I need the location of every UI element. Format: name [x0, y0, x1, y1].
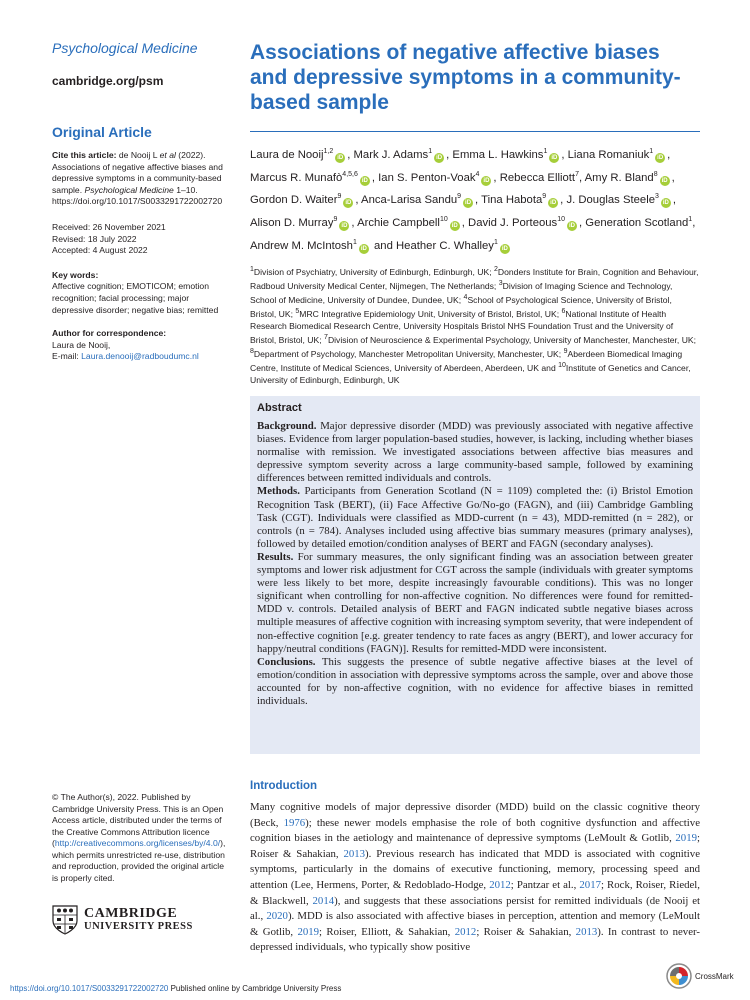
author — [500, 172, 582, 184]
dates-block — [52, 222, 232, 257]
author-affiliation-sup: 8 — [653, 170, 658, 178]
orcid-icon[interactable]: iD — [662, 200, 669, 207]
author — [378, 172, 496, 184]
logo-line-2: UNIVERSITY PRESS — [84, 921, 193, 932]
correspondence-block — [52, 328, 232, 363]
article-type: Original Article — [52, 124, 152, 140]
author-list — [250, 142, 700, 256]
author-name: Heather C. Whalley — [396, 239, 494, 252]
author — [468, 217, 582, 229]
author-name: Amy R. Bland — [584, 171, 654, 184]
author — [250, 217, 355, 229]
orcid-icon[interactable]: iD — [451, 223, 458, 230]
author-name: Generation Scotland — [585, 217, 689, 230]
author-name: Andrew M. McIntosh — [250, 239, 353, 252]
correspondence-label: Author for correspondence: — [52, 328, 167, 339]
author-affiliation-sup: 1 — [688, 216, 693, 224]
affiliation-number: 10 — [558, 361, 566, 369]
affiliation-number: 2 — [494, 265, 498, 273]
author-separator: , — [672, 194, 677, 207]
author — [396, 240, 512, 252]
correspondence-email-line — [52, 351, 232, 363]
orcid-icon[interactable]: iD — [360, 245, 367, 252]
license-text-a: © The Author(s), 2022. Published by Cambridge University Press. This is an Open Access article, distributed under the terms of the Creative Commons Attribution licence ( — [52, 792, 224, 848]
author-separator: , — [355, 194, 359, 207]
author-affiliation-sup: 1,2 — [323, 148, 334, 155]
author-affiliation-sup: 9 — [337, 193, 342, 201]
author-affiliation-sup: 4,5,6 — [342, 170, 358, 178]
intro-text-segment: ). Previous research has indicated that MDD is associated with cognitive symptoms, particularly in the domains of executive functioning, memory, processing speed and attention (Lee, Hermens, Porter, & Redoblado-Hodge, — [250, 847, 700, 891]
license-notice — [52, 792, 232, 884]
author — [585, 217, 695, 229]
author-separator: and — [370, 239, 393, 252]
affiliation-text: Aberdeen Biomedical Imaging Centre, Institute of Medical Sciences, University of Aberdeen, Aberdeen, UK and — [250, 348, 683, 373]
affiliation-number: 1 — [250, 265, 254, 273]
correspondence-email-link[interactable]: Laura.denooij@radboudumc.nl — [81, 351, 199, 362]
introduction-paragraph — [250, 800, 700, 956]
orcid-icon[interactable]: iD — [501, 245, 508, 252]
affiliation-number: 9 — [563, 347, 568, 355]
author — [250, 172, 375, 184]
author-separator: , — [351, 217, 355, 230]
affiliation-number: 3 — [498, 279, 503, 287]
keywords-block — [52, 270, 232, 316]
article-header — [250, 40, 700, 386]
author-affiliation-sup: 1 — [352, 239, 357, 247]
intro-text-segment: ; Rock, Roiser, Riedel, & Blackwell, — [250, 878, 701, 907]
author-name: Alison D. Murray — [250, 217, 334, 230]
affiliation-text: Department of Psychology, Manchester Metropolitan University, Manchester, UK; — [253, 348, 562, 359]
author — [585, 172, 675, 184]
introduction-heading: Introduction — [250, 780, 318, 792]
cambridge-logo — [52, 905, 193, 935]
cambridge-shield-icon — [52, 905, 78, 935]
author-separator: , — [493, 171, 497, 184]
reference-link[interactable]: 2013 — [575, 925, 598, 938]
author-affiliation-sup: 10 — [439, 216, 448, 224]
author-separator: , — [446, 148, 450, 161]
cite-journal: Psychological Medicine — [84, 184, 174, 195]
reference-link[interactable]: 1976 — [283, 816, 306, 829]
author-affiliation-sup: 4 — [475, 170, 480, 178]
crossmark-label: CrossMark — [695, 971, 734, 981]
affiliation-text: Division of Imaging Science and Technology, School of Medicine, University of Dundee, Dundee, UK; — [250, 280, 673, 305]
journal-name[interactable]: Psychological Medicine — [52, 40, 198, 56]
author-name: Tina Habota — [481, 194, 543, 207]
affiliation-text: Institute of Genetics and Cancer, University of Edinburgh, Edinburgh, UK — [250, 362, 691, 385]
license-url-link[interactable]: http://creativecommons.org/licenses/by/4.0/ — [54, 838, 221, 848]
intro-text-segment: Many cognitive models of major depressive disorder (MDD) build on the classic cognitive theory (Beck, — [250, 801, 700, 829]
orcid-icon[interactable]: iD — [436, 154, 443, 161]
author-name: Rebecca Elliott — [499, 171, 576, 184]
author — [361, 194, 478, 206]
results-text: For summary measures, the only significant finding was an association between greater symptoms and lower risk adjustment for CGT across the sample (individuals with greater symptoms were less likely to bet more, despite increasingly favourable conditions). This was no longer significant when controlling for non-affective cognition. No differences were found for remitted-MDD v. controls. Detailed analysis of BERT and FAGN indicated subtle negative biases across multiple measures of affective cognition with increasing symptom severity, that were independent of non-effective cognition [e.g. greater tendency to rate faces as angry (BERT), and lower accuracy for happy/neutral conditions (FAGN)]. Results for remitted-MDD were inconsistent. — [257, 550, 693, 655]
accepted-date: Accepted: 4 August 2022 — [52, 245, 148, 256]
author-affiliation-sup: 1 — [649, 148, 654, 155]
author-affiliation-sup: 9 — [333, 216, 338, 224]
orcid-icon[interactable]: iD — [550, 200, 557, 207]
author-name: J. Douglas Steele — [566, 194, 655, 207]
author — [357, 217, 465, 229]
sidebar — [52, 40, 232, 363]
author-name: Marcus R. Munafò — [250, 171, 343, 184]
received-date: Received: 26 November 2021 — [52, 221, 166, 232]
author-name: Gordon D. Waiter — [250, 194, 338, 207]
cite-year: (2022). — [178, 150, 206, 160]
author — [250, 194, 359, 206]
author-name: Liana Romaniuk — [567, 148, 650, 161]
article-title: Associations of negative affective biases and depressive symptoms in a community-based sample — [250, 41, 681, 114]
author-affiliation-sup: 9 — [542, 193, 547, 201]
cite-pages-doi[interactable]: 1–10. https://doi.org/10.1017/S0033291722002720 — [52, 184, 223, 207]
author — [568, 149, 671, 161]
affiliation-text: Division of Neuroscience & Experimental Psychology, University of Manchester, Manchester, UK; — [327, 334, 697, 345]
author-name: Laura de Nooij — [250, 148, 324, 161]
license-text-b: ), which permits unrestricted re-use, distribution and reproduction, provided the original article is properly cited. — [52, 838, 226, 883]
revised-date: Revised: 18 July 2022 — [52, 233, 137, 244]
affiliation-text: School of Psychological Science, University of Bristol, Bristol, UK; — [250, 294, 672, 319]
author-separator: , — [579, 217, 583, 230]
footer-doi-link[interactable]: https://doi.org/10.1017/S0033291722002720 — [10, 984, 169, 993]
intro-text-segment: ); these newer models emphasise the role of both cognitive dysfunction and affective cognition biases in the aetiology and maintenance of depressive symptoms (LeMoult & Gotlib, — [250, 816, 700, 845]
author — [250, 240, 393, 252]
email-label: E-mail: — [52, 351, 79, 362]
intro-text-segment: ; Roiser & Sahakian, — [250, 832, 700, 860]
author-separator: , — [560, 194, 564, 207]
intro-text-segment: ). MDD is also associated with affective biases in perception, attention and memory (LeMoult & Gotlib, — [250, 910, 701, 938]
orcid-icon[interactable]: iD — [551, 154, 558, 161]
title-divider — [250, 131, 700, 132]
abstract-body — [257, 420, 693, 708]
crossmark-badge[interactable] — [666, 963, 734, 989]
affiliation-text: Division of Psychiatry, University of Edinburgh, Edinburgh, UK; — [253, 266, 492, 277]
author-affiliation-sup: 3 — [654, 193, 659, 201]
methods-text: Participants from Generation Scotland (N = 1109) completed the: (i) Bristol Emotion Recognition Task (BERT), (ii) Face Affective Go/No-go (FAGN), and (iii) Cambridge Gambling Task (CGT). Individuals were classified as MDD-current (n = 43), MDD-remitted (n = 282), or controls (n = 784). Analyses included using affective bias summary measures (primary analyses), followed by detailed emotion/condition analyses of BERT and FAGN (secondary analyses). — [257, 485, 694, 550]
author-separator: , — [475, 194, 479, 207]
orcid-icon[interactable]: iD — [341, 223, 348, 230]
reference-link[interactable]: 2020 — [266, 910, 288, 923]
author-separator: , — [461, 217, 465, 230]
author-separator: , — [561, 148, 565, 161]
abstract-box — [250, 396, 700, 754]
orcid-icon[interactable]: iD — [483, 177, 490, 184]
author-name: Ian S. Penton-Voak — [378, 171, 476, 184]
journal-site-link[interactable]: cambridge.org/psm — [52, 74, 164, 88]
background-label: Background. — [257, 420, 317, 432]
affiliation-number: 7 — [324, 333, 328, 341]
footer-published: Published online by Cambridge University Press — [170, 984, 342, 993]
orcid-icon[interactable]: iD — [569, 223, 575, 230]
author-affiliation-sup: 1 — [428, 148, 433, 155]
intro-text-segment: ; Pantzar et al., — [510, 878, 580, 891]
page-footer — [10, 984, 341, 993]
intro-text-segment: ). In contrast to never-depressed individuals, who typically show positive — [250, 925, 700, 954]
author — [250, 149, 350, 161]
author-name: Emma L. Hawkins — [452, 148, 544, 161]
reference-link[interactable]: 2017 — [579, 878, 601, 891]
reference-link[interactable]: 2013 — [343, 847, 366, 860]
author-separator: , — [667, 148, 671, 161]
author-affiliation-sup: 1 — [493, 239, 498, 247]
reference-link[interactable]: 2012 — [454, 925, 477, 938]
author — [354, 149, 450, 161]
reference-link[interactable]: 2014 — [312, 894, 335, 907]
cite-etal: et al — [159, 150, 176, 160]
author — [481, 194, 563, 206]
author-affiliation-sup: 7 — [575, 170, 579, 178]
reference-link[interactable]: 2012 — [489, 878, 511, 891]
author-affiliation-sup: 10 — [557, 216, 565, 224]
author-separator: , — [692, 217, 696, 230]
crossmark-icon — [666, 963, 692, 989]
cite-label: Cite this article: — [52, 150, 117, 160]
author-separator: , — [347, 148, 351, 161]
reference-link[interactable]: 2019 — [675, 832, 697, 845]
orcid-icon[interactable]: iD — [661, 177, 668, 184]
orcid-icon[interactable]: iD — [345, 200, 352, 207]
intro-text-segment: ; Roiser & Sahakian, — [476, 925, 576, 938]
orcid-icon[interactable]: iD — [657, 154, 664, 161]
affiliations — [250, 264, 700, 386]
orcid-icon[interactable]: iD — [361, 177, 368, 184]
cambridge-wordmark — [84, 907, 193, 933]
cite-title: Associations of negative affective biases and depressive symptoms in a community-based sample. — [52, 161, 223, 195]
cite-authors: de Nooij L — [118, 150, 158, 160]
author-separator: , — [671, 171, 675, 184]
author-separator: , — [371, 171, 376, 184]
author-affiliation-sup: 9 — [457, 193, 462, 201]
affiliation-number: 8 — [250, 347, 254, 355]
logo-line-1: CAMBRIDGE — [84, 906, 178, 921]
correspondence-name: Laura de Nooij, — [52, 339, 111, 350]
affiliation-number: 4 — [463, 293, 468, 301]
author — [566, 194, 676, 206]
intro-text-segment: ), and suggests that these associations persist for remitted individuals (de Nooij et al., — [250, 894, 700, 923]
affiliation-text: National Institute of Health Research Biomedical Research Centre, University Hospitals Bristol NHS Foundation Trust and the University of Bristol, Bristol, UK; — [250, 308, 674, 345]
author-name: Anca-Larisa Sandu — [361, 194, 458, 207]
affiliation-text: MRC Integrative Epidemiology Unit, University of Bristol, Bristol, UK; — [299, 308, 560, 319]
results-label: Results. — [257, 550, 294, 563]
keywords-label: Key words: — [52, 269, 99, 280]
author-name: David J. Porteous — [468, 217, 558, 230]
reference-link[interactable]: 2019 — [297, 925, 320, 938]
abstract-heading: Abstract — [257, 402, 302, 414]
methods-label: Methods. — [257, 485, 300, 498]
intro-text-segment: ; Roiser, Elliott, & Sahakian, — [319, 925, 455, 938]
affiliation-number: 6 — [561, 307, 566, 315]
author-name: Archie Campbell — [357, 217, 440, 230]
conclusions-label: Conclusions. — [257, 655, 316, 668]
orcid-icon[interactable]: iD — [465, 200, 472, 207]
affiliation-text: Donders Institute for Brain, Cognition and Behaviour, Radboud University Medical Center, Nijmegen, The Netherlands; — [250, 266, 699, 291]
citation-block — [52, 150, 232, 208]
author-separator: , — [578, 171, 583, 184]
conclusions-text: This suggests the presence of subtle negative affective biases at the level of emotion/condition in association with depressive symptoms across the sample, over and above those accounted for by non-affective cognition, with no evidence for affective biases in remitted individuals. — [257, 655, 693, 707]
author-name: Mark J. Adams — [353, 148, 429, 161]
author-affiliation-sup: 1 — [543, 148, 548, 155]
affiliation-number: 5 — [295, 307, 300, 315]
keywords-list: Affective cognition; EMOTICOM; emotion recognition; facial processing; major depressive disorder; negative bias; remitted — [52, 281, 219, 315]
author — [452, 149, 564, 161]
orcid-icon[interactable]: iD — [337, 154, 344, 161]
background-text: Major depressive disorder (MDD) was previously associated with negative affective biases. Evidence from larger population-based studies, however, is lacking, including whether biases normalise with remission. We investigated associations between affective bias measures and depressive symptom severity across a large community-based sample, followed by examining differences between remitted individuals and controls. — [257, 420, 693, 485]
